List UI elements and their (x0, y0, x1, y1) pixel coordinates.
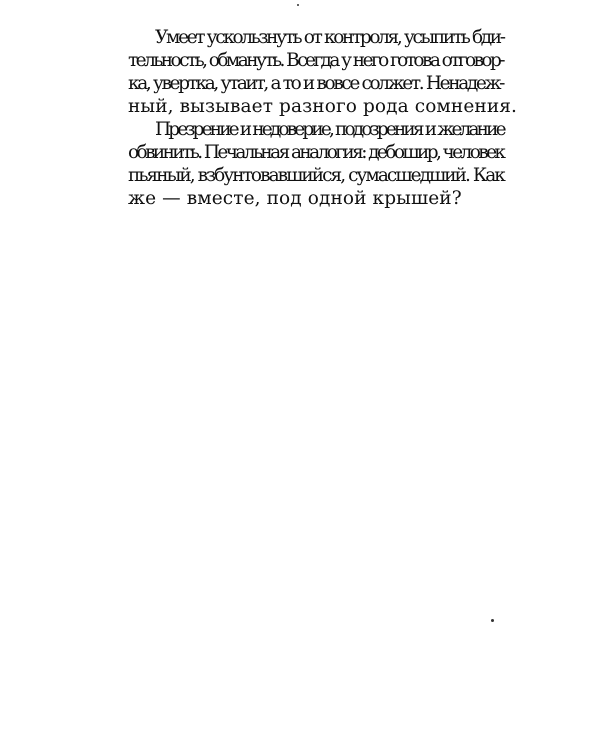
paragraph-2-line-1: Презрение и недоверие, подозрения и желание (155, 119, 504, 140)
paragraph-1 (101, 26, 518, 118)
paragraph-1-line-3: ка, увертка, утаит, а то и вовсе солжет. Ненадеж- (128, 73, 504, 94)
paragraph-2-line-2: обвинить. Печальная аналогия: дебошир, человек (128, 142, 504, 163)
page-text (101, 26, 518, 210)
scan-speck (297, 4, 299, 6)
paragraph-1-line-2: тельность, обмануть. Всегда у него готова отговор- (128, 50, 503, 71)
paragraph-1-line-1: Умеет ускользнуть от контроля, усыпить бди- (155, 27, 504, 48)
paragraph-2-line-4: же — вместе, под одной крышей? (128, 188, 462, 209)
paragraph-2 (101, 118, 508, 210)
paragraph-1-line-4: ный, вызывает разного рода сомнения. (128, 96, 518, 117)
paragraph-2-line-3: пьяный, взбунтовавшийся, сумасшедший. Как (128, 165, 504, 186)
scan-speck (491, 619, 494, 622)
